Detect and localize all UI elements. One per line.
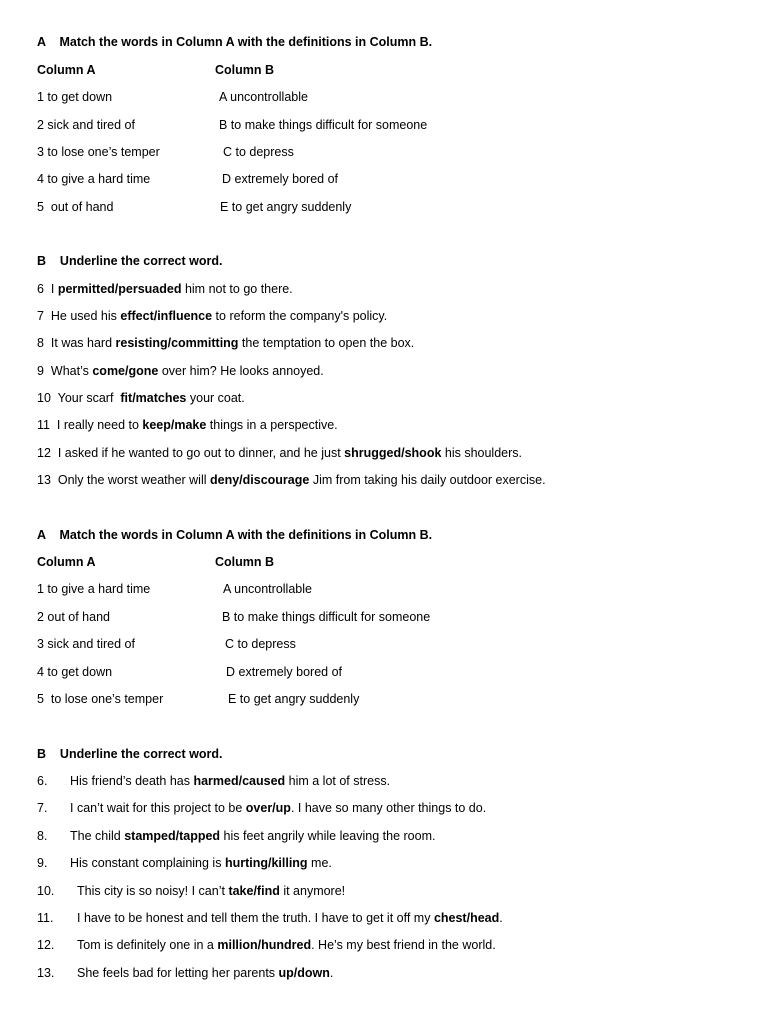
section1-a-heading: A Match the words in Column A with the definitions in Column B. [37,35,433,49]
section2-row-a: 4 to get down [37,665,113,679]
sentence-text: 8 It was hard [37,336,116,350]
sentence-text: over him? He looks annoyed. [158,364,324,378]
section2-sentence-number: 13. [37,966,55,980]
section1-sentence [37,335,414,351]
section1-sentence [37,417,338,433]
section2-column-a-header: Column A [37,555,96,569]
sentence-text: the temptation to open the box. [238,336,415,350]
section1-sentence [37,390,245,406]
section2-sentence [70,828,435,844]
sentence-text: She feels bad for letting her parents [77,966,279,980]
sentence-text: . [329,966,334,980]
sentence-text: to reform the company's policy. [212,309,388,323]
section2-row-a: 5 to lose one’s temper [37,692,164,706]
sentence-text: His friend’s death has [70,774,194,788]
word-choice: stamped/tapped [124,829,221,843]
section1-row-b: E to get angry suddenly [220,200,352,214]
sentence-text: 12 I asked if he wanted to go out to dinner, and he just [37,446,345,460]
section1-column-b-header: Column B [215,63,275,77]
section1-sentence [37,363,324,379]
word-choice: permitted/persuaded [57,282,182,296]
section1-row-a: 2 sick and tired of [37,118,135,132]
section2-row-b: A uncontrollable [223,582,312,596]
section1-row-a: 5 out of hand [37,200,114,214]
sentence-text: 9 What’s [37,364,93,378]
word-choice: take/find [228,884,280,898]
sentence-text: your coat. [186,391,245,405]
word-choice: over/up [245,801,291,815]
sentence-text: 13 Only the worst weather will [37,473,210,487]
sentence-text: . I have so many other things to do. [290,801,487,815]
sentence-text: him a lot of stress. [285,774,391,788]
sentence-text: him not to go there. [181,282,293,296]
section2-sentence [70,800,486,816]
section2-sentence [77,965,333,981]
word-choice: effect/influence [120,309,213,323]
sentence-text: . [499,911,503,925]
word-choice: chest/head [433,911,500,925]
section2-sentence-number: 9. [37,856,48,870]
sentence-text: Jim from taking his daily outdoor exercise. [309,473,546,487]
sentence-text: things in a perspective. [206,418,338,432]
section1-column-a-header: Column A [37,63,96,77]
section2-sentence-number: 7. [37,801,48,815]
section2-row-a: 3 sick and tired of [37,637,135,651]
word-choice: hurting/killing [224,856,308,870]
sentence-text: his shoulders. [441,446,523,460]
sentence-text: The child [70,829,125,843]
section2-sentence [70,855,332,871]
sentence-text: I have to be honest and tell them the truth. I have to get it off my [77,911,434,925]
section1-b-heading: B Underline the correct word. [37,254,223,268]
section1-sentence [37,445,522,461]
section2-row-b: C to depress [225,637,296,651]
section2-sentence [70,773,390,789]
section2-row-a: 1 to give a hard time [37,582,151,596]
section1-row-a: 4 to give a hard time [37,172,151,186]
word-choice: deny/discourage [210,473,310,487]
section1-sentence [37,281,293,297]
word-choice: come/gone [92,364,159,378]
section2-sentence [77,937,496,953]
section2-row-b: B to make things difficult for someone [222,610,431,624]
word-choice: up/down [278,966,330,980]
section1-row-a: 1 to get down [37,90,113,104]
section2-a-heading: A Match the words in Column A with the definitions in Column B. [37,528,433,542]
section1-row-b: A uncontrollable [219,90,308,104]
section1-row-b: D extremely bored of [222,172,339,186]
sentence-text: 10 Your scarf [37,391,121,405]
section1-sentence [37,472,546,488]
sentence-text: his feet angrily while leaving the room. [220,829,436,843]
section2-sentence [77,883,345,899]
sentence-text: I can’t wait for this project to be [70,801,246,815]
word-choice: fit/matches [120,391,187,405]
section1-row-b: C to depress [223,145,294,159]
sentence-text: me. [307,856,332,870]
section1-sentence [37,308,387,324]
section2-row-b: D extremely bored of [226,665,343,679]
section2-row-b: E to get angry suddenly [228,692,360,706]
section2-sentence-number: 12. [37,938,55,952]
section2-b-heading: B Underline the correct word. [37,747,223,761]
section2-sentence-number: 11. [37,911,54,925]
sentence-text: it anymore! [279,884,346,898]
section1-row-b: B to make things difficult for someone [219,118,428,132]
word-choice: harmed/caused [193,774,286,788]
word-choice: keep/make [142,418,207,432]
sentence-text: His constant complaining is [70,856,225,870]
section2-column-b-header: Column B [215,555,275,569]
word-choice: million/hundred [217,938,312,952]
sentence-text: 11 I really need to [37,418,143,432]
word-choice: shrugged/shook [344,446,442,460]
sentence-text: 7 He used his [37,309,121,323]
section2-sentence-number: 8. [37,829,48,843]
sentence-text: Tom is definitely one in a [77,938,218,952]
section2-row-a: 2 out of hand [37,610,110,624]
section1-row-a: 3 to lose one’s temper [37,145,160,159]
sentence-text: 6 I [37,282,58,296]
word-choice: resisting/committing [115,336,239,350]
section2-sentence [77,910,503,926]
section2-sentence-number: 6. [37,774,48,788]
section2-sentence-number: 10. [37,884,55,898]
sentence-text: This city is so noisy! I can’t [77,884,229,898]
sentence-text: . He’s my best friend in the world. [311,938,496,952]
